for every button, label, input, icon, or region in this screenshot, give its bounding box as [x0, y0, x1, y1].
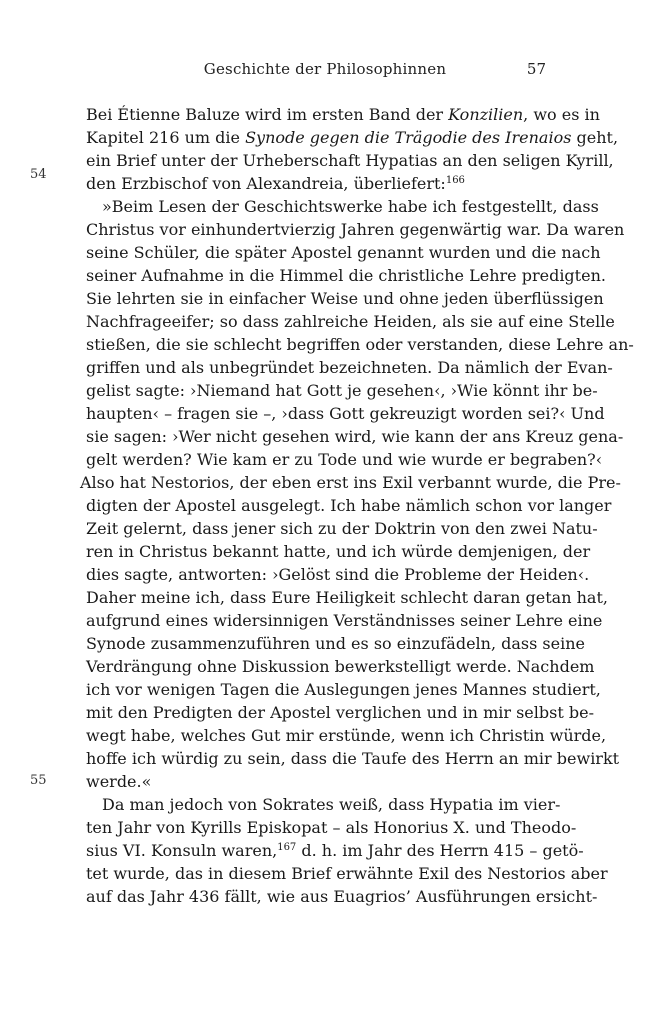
quote-line: Zeit gelernt, dass jener sich zu der Doktrin von den zwei Natu- [86, 519, 598, 538]
text-line: ein Brief unter der Urheberschaft Hypatias an den seligen Kyrill, [86, 151, 614, 170]
quote-line: haupten‹ – fragen sie –, ›dass Gott gekreuzigt worden sei?‹ Und [86, 404, 605, 423]
quote-line: ich vor wenigen Tagen die Auslegungen jenes Mannes studiert, [86, 680, 601, 699]
text-line: den Erzbischof von Alexandreia, überliefert:$^{166}$ [86, 174, 465, 193]
chapter-title-italic: Synode gegen die Trägodie des Irenaios [245, 128, 572, 147]
page-number: 57 [526, 60, 546, 78]
quote-line: wegt habe, welches Gut mir erstünde, wenn ich Christin würde, [86, 726, 607, 745]
quote-line: stießen, die sie schlecht begriffen oder verstanden, diese Lehre an- [86, 335, 634, 354]
text-line: Kapitel 216 um die Synode gegen die Trägodie des Irenaios geht, [86, 128, 619, 147]
quote-line: Also hat Nestorios, der eben erst ins Exil verbannt wurde, die Pre- [80, 473, 621, 492]
margin-number-55: 55 [30, 773, 47, 788]
text-line: Da man jedoch von Sokrates weiß, dass Hypatia im vier- [102, 795, 561, 814]
quote-line: werde.« [86, 772, 152, 791]
footnote-ref-166[interactable]: 166 [445, 175, 465, 186]
quote-line: »Beim Lesen der Geschichtswerke habe ich festgestellt, dass [102, 197, 599, 216]
quote-line: seiner Aufnahme in die Himmel die christliche Lehre predigten. [86, 266, 606, 285]
quote-line: hoffe ich würdig zu sein, dass die Taufe des Herrn an mir bewirkt [86, 749, 620, 768]
text-line: ten Jahr von Kyrills Episkopat – als Honorius X. und Theodo- [86, 818, 577, 837]
quote-line: Synode zusammenzuführen und es so einzufädeln, dass seine [86, 634, 585, 653]
quote-line: Verdrängung ohne Diskussion bewerkstelligt werde. Nachdem [86, 657, 595, 676]
quote-line: gelist sagte: ›Niemand hat Gott je gesehen‹, ›Wie könnt ihr be- [86, 381, 598, 400]
quote-line: dies sagte, antworten: ›Gelöst sind die Probleme der Heiden‹. [86, 565, 590, 584]
text-line: tet wurde, das in diesem Brief erwähnte Exil des Nestorios aber [86, 864, 608, 883]
quote-line: griffen und als unbegründet bezeichneten. Da nämlich der Evan- [86, 358, 613, 377]
margin-number-54: 54 [30, 167, 47, 182]
quote-line: Nachfrageeifer; so dass zahlreiche Heiden, als sie auf eine Stelle [86, 312, 615, 331]
quote-line: sie sagen: ›Wer nicht gesehen wird, wie kann der ans Kreuz gena- [86, 427, 624, 446]
footnote-ref-167[interactable]: 167 [277, 842, 297, 853]
text-line: auf das Jahr 436 fällt, wie aus Euagrios’ Ausführungen ersicht- [86, 887, 598, 906]
quote-line: seine Schüler, die später Apostel genannt wurden und die nach [86, 243, 601, 262]
text-line: Bei Étienne Baluze wird im ersten Band der Konzilien, wo es in [86, 105, 600, 124]
book-title-italic: Konzilien [448, 105, 524, 124]
quote-line: aufgrund eines widersinnigen Verständnisses seiner Lehre eine [86, 611, 603, 630]
running-header-title: Geschichte der Philosophinnen [203, 60, 447, 78]
quote-line: ren in Christus bekannt hatte, und ich würde demjenigen, der [86, 542, 591, 561]
quote-line: Daher meine ich, dass Eure Heiligkeit schlecht daran getan hat, [86, 588, 608, 607]
quote-line: digten der Apostel ausgelegt. Ich habe nämlich schon vor langer [86, 496, 612, 515]
text-line: sius VI. Konsuln waren,$^{167}$ d. h. im Jahr des Herrn 415 – getö- [86, 841, 584, 860]
quote-line: gelt werden? Wie kam er zu Tode und wie wurde er begraben?‹ [86, 450, 603, 469]
quote-line: Sie lehrten sie in einfacher Weise und ohne jeden überflüssigen [86, 289, 604, 308]
quote-line: mit den Predigten der Apostel verglichen und in mir selbst be- [86, 703, 594, 722]
quote-line: Christus vor einhundertvierzig Jahren gegenwärtig war. Da waren [86, 220, 625, 239]
body-text [80, 103, 634, 908]
